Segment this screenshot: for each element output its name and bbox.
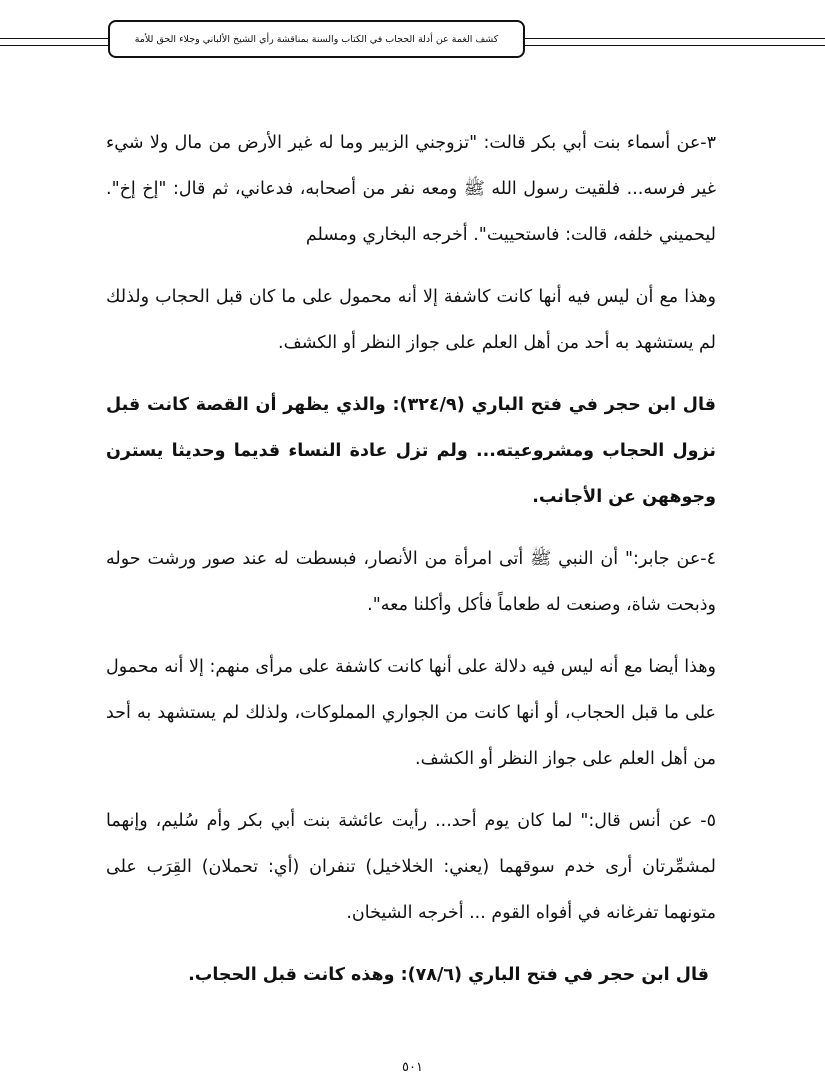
paragraph-ibn-hajar-quote xyxy=(106,952,709,998)
text-line: حوله وذبحت شاة، وصنعت له طعاماً فأكل وأكلنا معه". xyxy=(106,549,716,615)
running-header xyxy=(108,20,525,58)
text-line: قال ابن حجر في فتح الباري (٣٢٤/٩): والذي يظهر أن القصة كانت قبل نزول xyxy=(106,395,716,461)
text-line: متونهما تفرغانه في أفواه القوم ... أخرجه الشيخان. xyxy=(346,903,716,923)
text-line: شيء غير فرسه... فلقيت رسول الله ﷺ ومعه نفر من أصحابه، فدعاني، ثم قال: xyxy=(106,133,716,199)
text-line: ولذلك لم يستشهد به أحد من أهل العلم على جواز النظر أو الكشف. xyxy=(106,287,716,353)
text-line: وهذا أيضا مع أنه ليس فيه دلالة على أنها كانت كاشفة على مرأى منهم: إلا أنه xyxy=(164,657,716,677)
text-line: يستشهد به أحد من أهل العلم على جواز النظر أو الكشف. xyxy=(106,703,716,769)
text-line: "إخ إخ". ليحميني خلفه، قالت: فاستحييت". أخرجه البخاري ومسلم xyxy=(106,179,716,245)
page-number: ٥٠١ xyxy=(402,1060,423,1075)
paragraph-hadith-jabir xyxy=(106,536,716,628)
text-line: محمول على ما قبل الحجاب، أو أنها كانت من الجواري المملوكات، ولذلك لم xyxy=(106,657,716,723)
text-line: الحجاب ومشروعيته... ولم تزل عادة النساء قديما وحديثا يسترن وجوههن xyxy=(106,441,716,507)
text-line: لمشمِّرتان أرى خدم سوقهما (يعني: الخلاخيل) تنفران (أي: تحملان) القِرَب على xyxy=(106,857,716,877)
paragraph-hadith-anas xyxy=(106,798,716,936)
running-header-title: كشف الغمة عن أدلة الحجاب في الكتاب والسنة بمناقشة رأي الشيخ الألباني وجلاء الحق للأمة xyxy=(134,33,499,45)
text-line: وهذا مع أن ليس فيه أنها كانت كاشفة إلا أنه محمول على ما كان قبل الحجاب xyxy=(155,287,716,307)
text-line: عن الأجانب. xyxy=(532,487,636,507)
text-line: ٣-عن أسماء بنت أبي بكر قالت: "تزوجني الزبير وما له غير الأرض من مال ولا xyxy=(149,133,716,153)
paragraph-ibn-hajar-quote xyxy=(106,382,716,520)
paragraph-commentary xyxy=(106,274,716,366)
text-line: ٥- عن أنس قال:" لما كان يوم أحد... رأيت عائشة بنت أبي بكر وأم سُليم، وإنهما xyxy=(106,811,716,831)
paragraph-commentary xyxy=(106,644,716,782)
text-line: قال ابن حجر في فتح الباري (٧٨/٦): وهذه كانت قبل الحجاب. xyxy=(188,965,709,985)
paragraph-hadith-asma xyxy=(106,120,716,258)
text-line: ٤-عن جابر:" أن النبي ﷺ أتى امرأة من الأنصار، فبسطت له عند صور ورشت xyxy=(147,549,716,569)
